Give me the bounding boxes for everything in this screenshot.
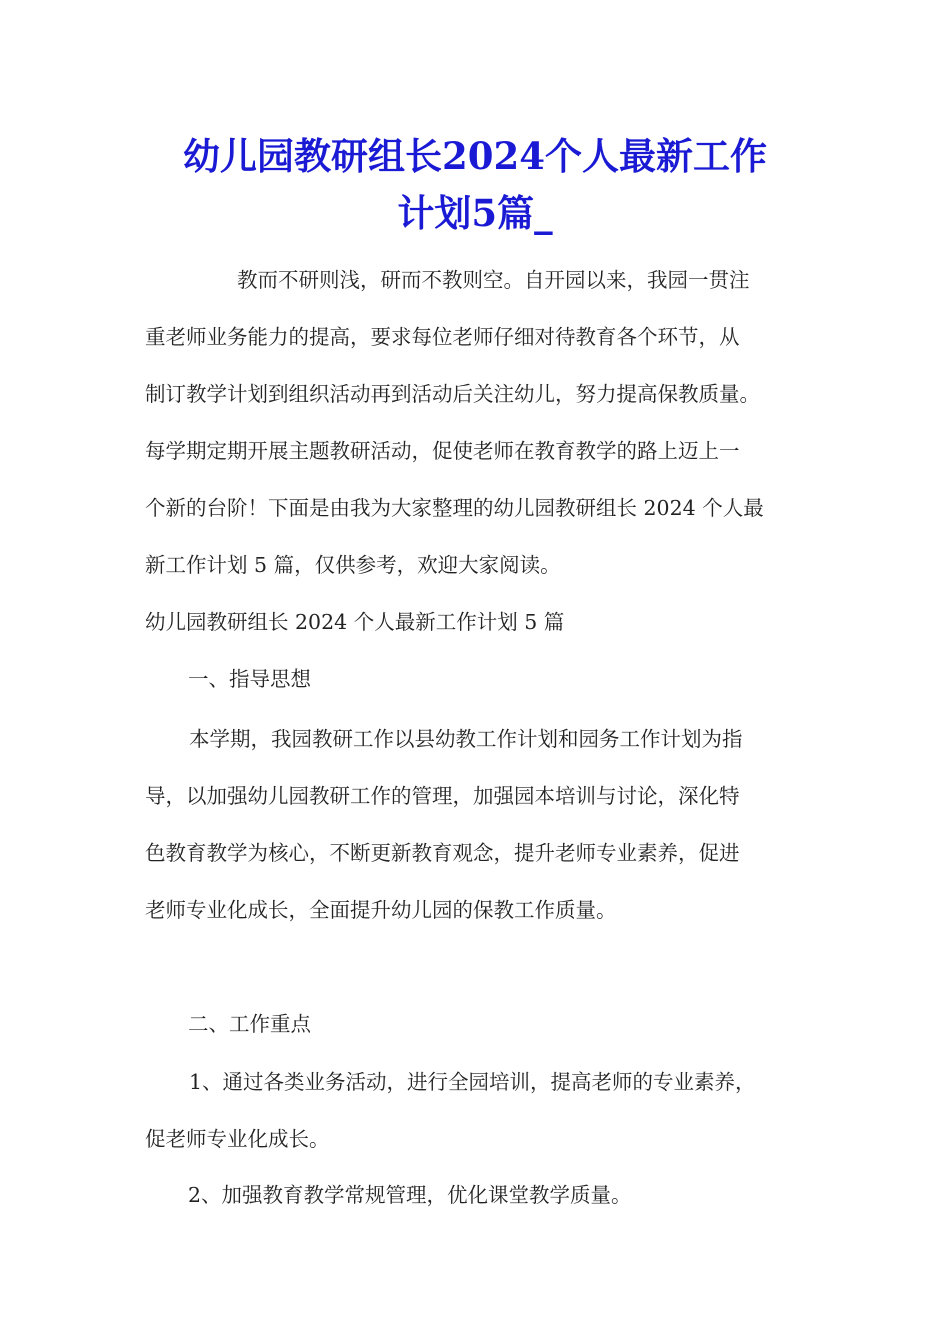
intro-line: 教而不研则浅，研而不教则空。自开园以来，我园一贯注 bbox=[237, 268, 750, 292]
intro-line: 制订教学计划到组织活动再到活动后关注幼儿，努力提高保教质量。 bbox=[145, 382, 760, 406]
paragraph-line: 导，以加强幼儿园教研工作的管理，加强园本培训与讨论，深化特 bbox=[145, 784, 740, 808]
intro-line: 个新的台阶！下面是由我为大家整理的幼儿园教研组长 2024 个人最 bbox=[145, 496, 764, 520]
document-title-line-2: 计划5篇_ bbox=[397, 191, 553, 235]
paragraph-line: 本学期，我园教研工作以县幼教工作计划和园务工作计划为指 bbox=[189, 727, 743, 751]
section-heading-guiding-ideology: 一、指导思想 bbox=[188, 667, 311, 691]
intro-line: 新工作计划 5 篇，仅供参考，欢迎大家阅读。 bbox=[145, 553, 561, 577]
section-heading-work-focus: 二、工作重点 bbox=[188, 1012, 311, 1036]
intro-line: 每学期定期开展主题教研活动，促使老师在教育教学的路上迈上一 bbox=[145, 439, 740, 463]
work-focus-item-1 bbox=[145, 1054, 805, 1168]
paragraph-line: 老师专业化成长，全面提升幼儿园的保教工作质量。 bbox=[145, 898, 617, 922]
plan-subtitle: 幼儿园教研组长 2024 个人最新工作计划 5 篇 bbox=[145, 610, 565, 634]
intro-paragraph bbox=[145, 252, 805, 594]
work-focus-item-2: 2、加强教育教学常规管理，优化课堂教学质量。 bbox=[188, 1183, 632, 1207]
item-line: 1、通过各类业务活动，进行全园培训，提高老师的专业素养， bbox=[189, 1070, 756, 1094]
document-title-line-1: 幼儿园教研组长2024个人最新工作 bbox=[183, 134, 767, 178]
paragraph-line: 色教育教学为核心，不断更新教育观念，提升老师专业素养，促进 bbox=[145, 841, 740, 865]
item-line: 促老师专业化成长。 bbox=[145, 1127, 330, 1151]
intro-line: 重老师业务能力的提高，要求每位老师仔细对待教育各个环节，从 bbox=[145, 325, 740, 349]
guiding-ideology-paragraph bbox=[145, 711, 805, 939]
